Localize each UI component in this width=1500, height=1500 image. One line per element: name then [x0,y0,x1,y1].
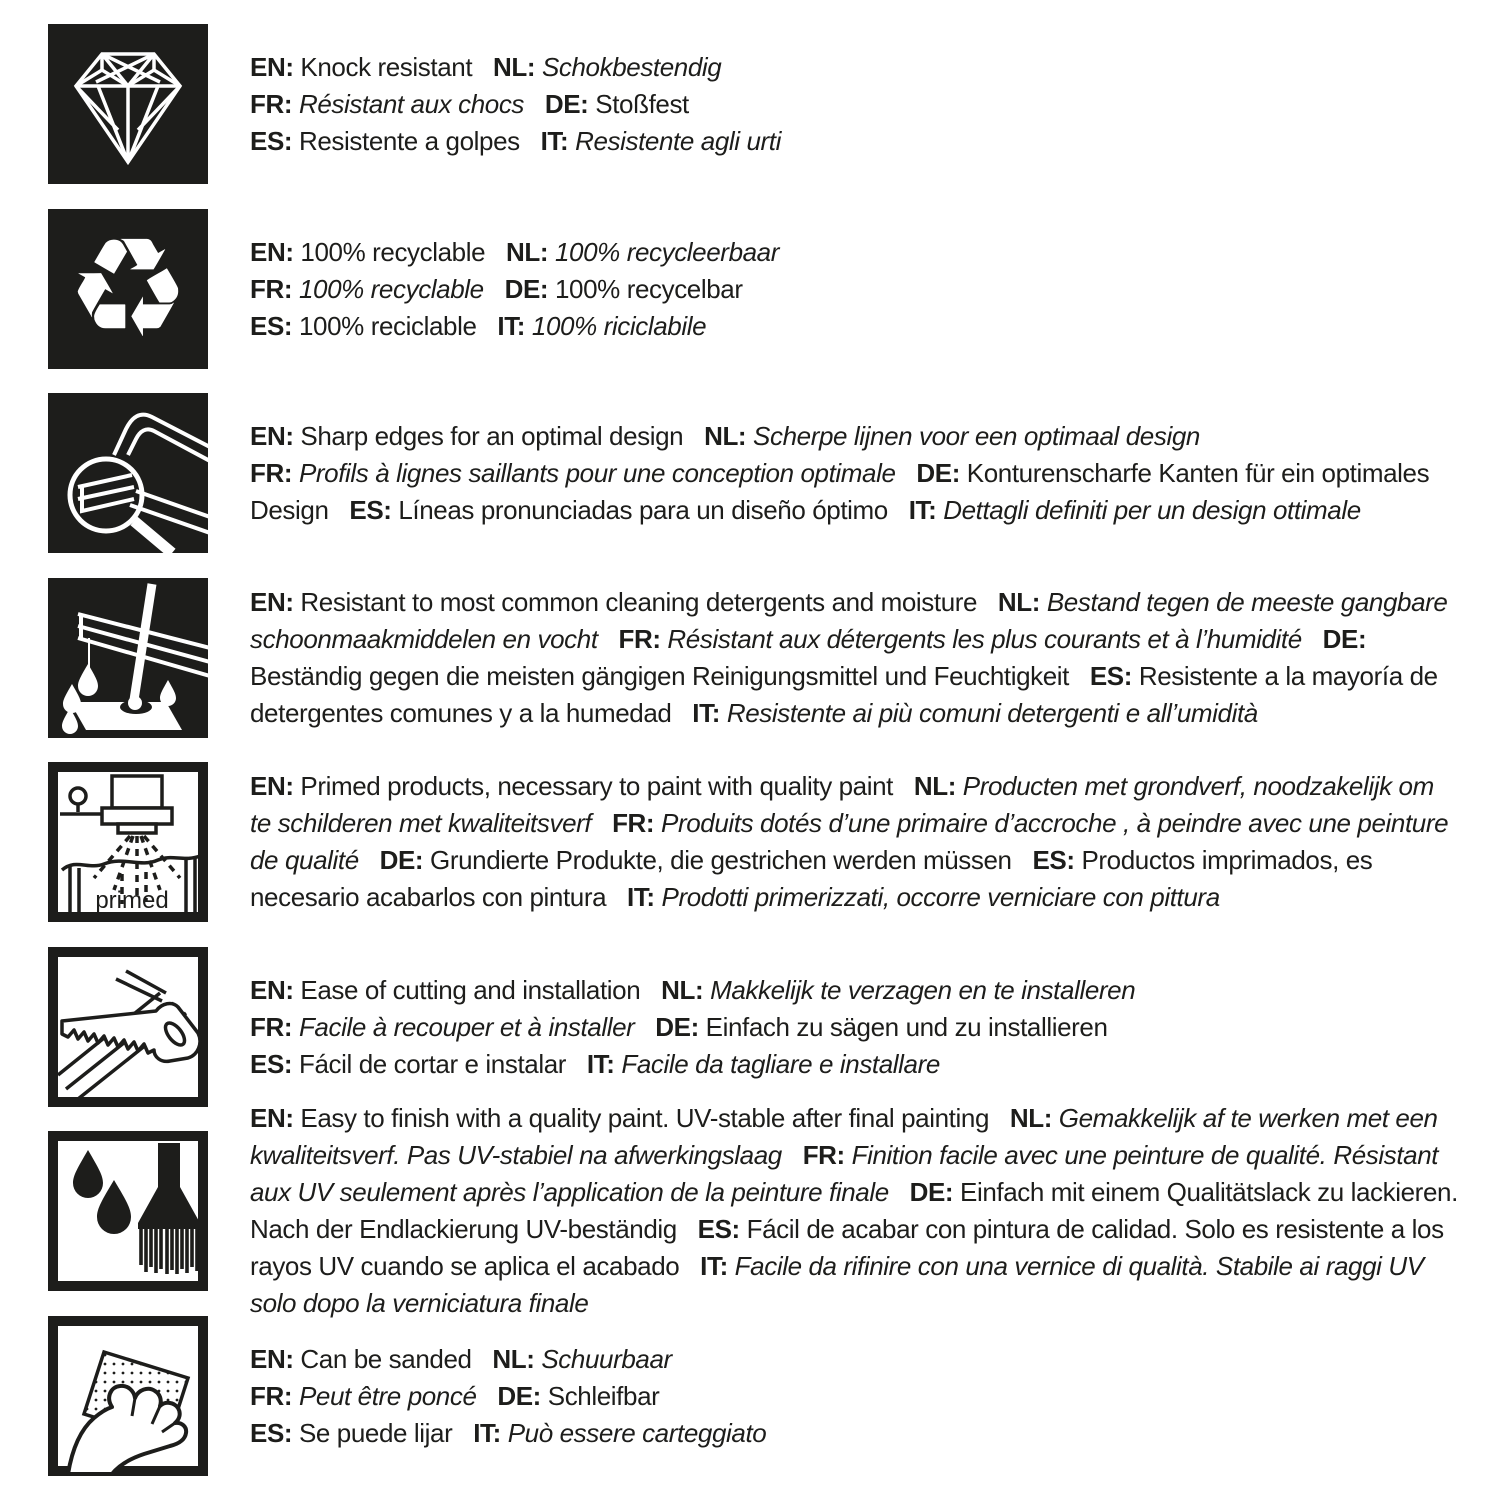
lang-text: Knock resistant [300,51,473,82]
lang-text: Stoßfest [595,88,689,119]
lang-segment [250,89,524,119]
lang-label: EN: [250,974,294,1005]
lang-label: IT: [908,494,937,525]
lang-text: Fácil de cortar e instalar [298,1048,567,1079]
feature-row-primed [48,762,1460,922]
lang-text: Schokbestendig [541,51,722,82]
feature-row-sandable [48,1316,1460,1476]
lang-label: NL: [1009,1103,1052,1133]
lang-label: NL: [704,420,747,451]
lang-segment [587,1049,940,1079]
lang-label: NL: [506,236,549,267]
lang-label: NL: [913,771,956,801]
lang-text: Beständig gegen die meisten gängigen Reinigungsmittel und Feuchtigkeit [250,661,1070,691]
lang-text: 100% reciclable [298,310,477,341]
lang-label: ES: [250,1048,293,1079]
lang-segment [250,975,640,1005]
lang-label: NL: [492,51,536,82]
primed-label: primed [95,887,169,914]
lang-segment [704,421,1200,451]
lang-segment [250,1103,989,1133]
lang-text: Facile à recouper et à installer [298,1011,635,1042]
feature-row-sharp-edges [48,393,1460,553]
feature-row-knock-resistant [48,24,1460,184]
lang-segment [250,1344,472,1374]
sanding-hand-icon [48,1316,208,1476]
lang-text: Grundierte Produkte, die gestrichen werden müssen [430,845,1012,875]
lang-segment [250,1012,634,1042]
lang-text: Finition facile avec une peinture de qualité. Résistant aux UV seulement après l’application de la peinture finale [250,1140,1439,1207]
lang-text: Einfach zu sägen und zu installieren [705,1011,1108,1042]
lang-text: Può essere carteggiato [507,1417,767,1448]
lang-label: EN: [250,1343,294,1374]
lang-segment [497,1381,659,1411]
lang-label: ES: [1089,661,1132,691]
lang-label: ES: [250,310,293,341]
lang-segment [250,126,520,156]
feature-descriptions [250,1100,1460,1322]
lang-text: Sharp edges for an optimal design [300,420,684,451]
lang-label: NL: [661,974,704,1005]
lang-label: ES: [697,1214,740,1244]
lang-text: Prodotti primerizzati, occorre verniciare con pittura [661,882,1220,912]
lang-segment [250,274,484,304]
lang-text: 100% recyclable [298,273,484,304]
lang-segment [655,1012,1107,1042]
lang-text: 100% riciclabile [531,310,707,341]
primer-spray-icon [48,762,208,922]
feature-descriptions [250,49,1460,160]
lang-text: Primed products, necessary to paint with quality paint [300,771,894,801]
lang-segment [541,126,781,156]
lang-label: DE: [916,457,960,488]
feature-row-cutting [48,947,1460,1107]
feature-descriptions [250,1341,1460,1452]
lang-segment [250,1381,477,1411]
lang-text: Konturenscharfe Kanten für ein optimales Design [250,457,1430,525]
lang-label: FR: [250,88,293,119]
lang-text: 100% recycelbar [554,273,743,304]
lang-segment [493,52,721,82]
lang-text: Easy to finish with a quality paint. UV-stable after final painting [300,1103,990,1133]
lang-text: Gemakkelijk af te werken met een kwaliteitsverf. Pas UV-stabiel na afwerkingslaag [250,1103,1438,1170]
lang-text: Résistant aux chocs [298,88,525,119]
lang-text: Líneas pronunciadas para un diseño óptimo [398,494,888,525]
lang-text: Resistente agli urti [575,125,781,156]
lang-label: EN: [250,236,294,267]
lang-segment [473,1418,766,1448]
lang-label: IT: [586,1048,615,1079]
lang-text: Resistente a golpes [298,125,520,156]
lang-label: DE: [655,1011,699,1042]
lang-text: Schleifbar [547,1380,660,1411]
lang-label: DE: [1322,624,1367,654]
lang-text: Résistant aux détergents les plus courants et à l’humidité [667,624,1302,654]
lang-text: Resistente ai più comuni detergenti e all’umidità [726,698,1258,728]
lang-label: DE: [909,1177,954,1207]
sharp-edges-magnifier-icon [48,393,208,553]
lang-segment [380,845,1012,875]
recycling-glyph: ♻ [66,208,190,369]
feature-row-detergent-resistant [48,578,1460,738]
lang-segment [618,624,1301,654]
lang-label: ES: [250,1417,293,1448]
lang-segment [250,458,896,488]
lang-label: DE: [497,1380,541,1411]
paint-drops-brush-icon [48,1131,208,1291]
lang-segment [250,771,893,801]
lang-label: EN: [250,420,294,451]
lang-label: IT: [627,882,655,912]
lang-text: Resistente a la mayoría de detergentes comunes y a la humedad [250,661,1438,728]
lang-segment [250,311,477,341]
lang-text: Facile da rifinire con una vernice di qualità. Stabile ai raggi UV solo dopo la verniciatura finale [250,1251,1424,1318]
lang-segment [250,52,472,82]
lang-label: FR: [802,1140,845,1170]
lang-label: EN: [250,587,294,617]
mop-cleaning-icon [48,578,208,738]
lang-segment [627,882,1220,912]
lang-text: Resistant to most common cleaning detergents and moisture [300,587,978,617]
lang-label: EN: [250,51,294,82]
lang-segment [250,237,485,267]
lang-text: Profils à lignes saillants pour une conception optimale [298,457,896,488]
lang-text: Ease of cutting and installation [300,974,641,1005]
feature-descriptions [250,584,1460,732]
lang-text: Bestand tegen de meeste gangbare schoonmaakmiddelen en vocht [250,587,1448,654]
lang-segment [250,421,683,451]
lang-segment [250,1418,452,1448]
lang-label: DE: [379,845,424,875]
lang-text: Makkelijk te verzagen en te installeren [710,974,1136,1005]
lang-label: ES: [1032,845,1075,875]
diamond-icon [48,24,208,184]
lang-label: IT: [700,1251,728,1281]
lang-label: IT: [497,310,526,341]
lang-text: Fácil de acabar con pintura de calidad. Solo es resistente a los rayos UV cuando se aplica el acabado [250,1214,1444,1281]
lang-text: Dettagli definiti per un design ottimale [943,494,1361,525]
lang-label: ES: [349,494,392,525]
lang-segment [250,1049,566,1079]
lang-label: IT: [473,1417,501,1448]
lang-segment [545,89,689,119]
lang-text: Einfach mit einem Qualitätslack zu lackieren. Nach der Endlackierung UV-beständig [250,1177,1458,1244]
lang-label: IT: [692,698,720,728]
lang-label: FR: [618,624,661,654]
lang-segment [506,237,779,267]
lang-segment [692,698,1258,728]
lang-label: FR: [250,457,293,488]
feature-descriptions [250,972,1460,1083]
lang-label: FR: [612,808,655,838]
lang-text: Productos imprimados, es necesario acabarlos con pintura [250,845,1373,912]
lang-label: FR: [250,273,293,304]
lang-segment [661,975,1135,1005]
lang-text: Produits dotés d’une primaire d’accroche , à peindre avec une peinture de qualité [250,808,1449,875]
lang-label: EN: [250,1103,294,1133]
feature-descriptions [250,418,1460,529]
lang-label: IT: [540,125,569,156]
feature-row-finish-uv [48,1103,1460,1318]
lang-label: DE: [504,273,549,304]
lang-text: Facile da tagliare e installare [621,1048,940,1079]
feature-descriptions [250,768,1460,916]
hand-saw-icon [48,947,208,1107]
lang-label: NL: [492,1343,535,1374]
lang-segment [349,495,888,525]
lang-segment [250,587,977,617]
lang-segment [497,311,706,341]
lang-segment [492,1344,671,1374]
lang-label: FR: [250,1011,293,1042]
lang-label: EN: [250,771,294,801]
lang-text: Se puede lijar [298,1417,453,1448]
lang-label: NL: [997,587,1041,617]
lang-text: Peut être poncé [298,1380,477,1411]
recycling-icon [48,209,208,369]
lang-segment [909,495,1361,525]
lang-text: Producten met grondverf, noodzakelijk om te schilderen met kwaliteitsverf [250,771,1434,838]
feature-descriptions [250,234,1460,345]
lang-text: 100% recyclable [300,236,486,267]
feature-row-recyclable [48,209,1460,369]
lang-label: FR: [250,1380,293,1411]
lang-text: Scherpe lijnen voor een optimaal design [753,420,1200,451]
lang-segment [505,274,743,304]
lang-text: Can be sanded [300,1343,472,1374]
lang-text: Schuurbaar [541,1343,672,1374]
lang-label: DE: [544,88,589,119]
lang-label: ES: [250,125,293,156]
lang-text: 100% recycleerbaar [554,236,780,267]
